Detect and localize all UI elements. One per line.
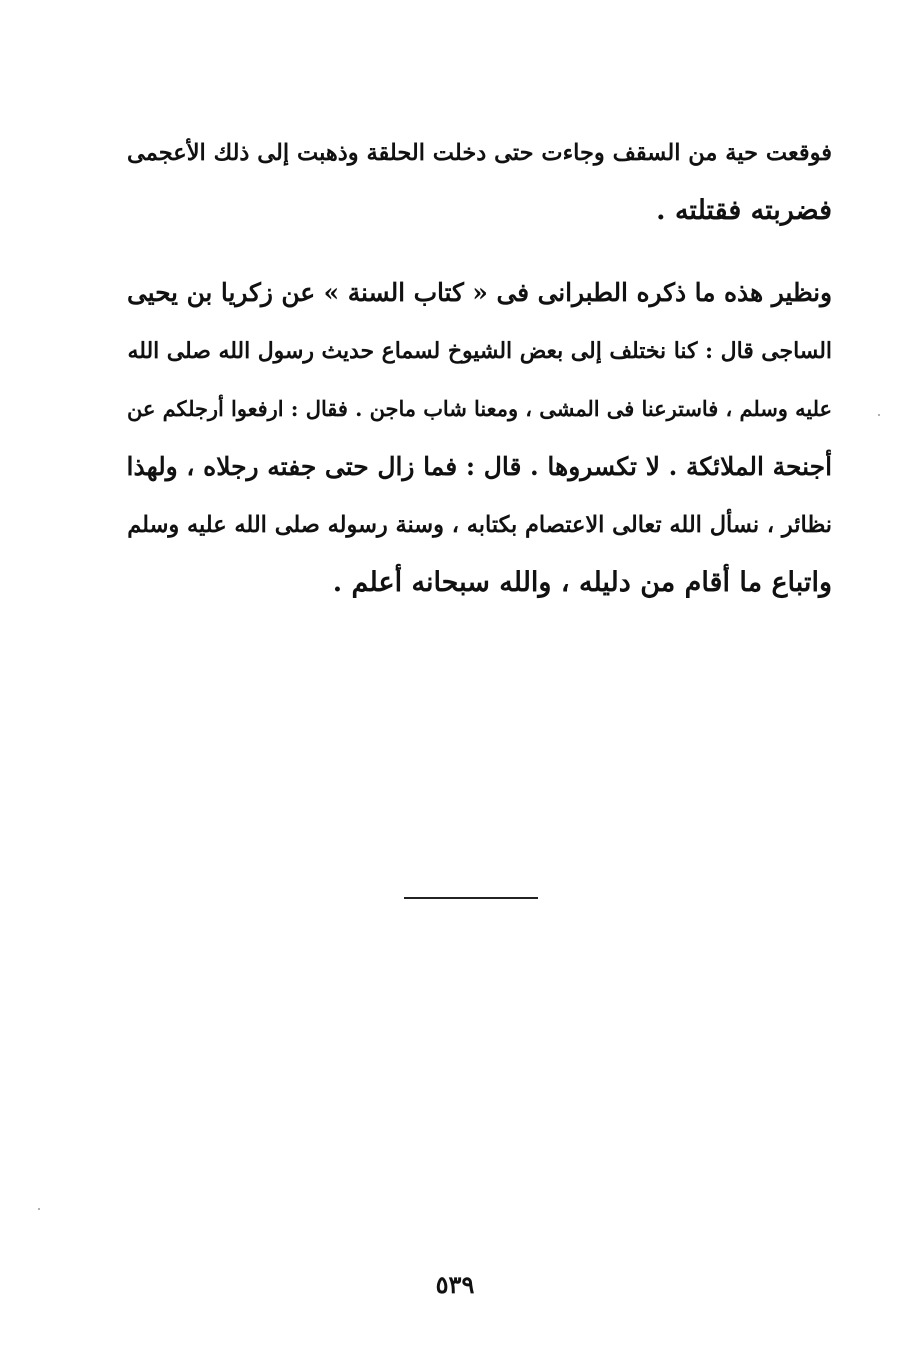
paragraph-line: نظائر ، نسأل الله تعالى الاعتصام بكتابه ، وسنة رسوله صلى الله عليه وسلم xyxy=(127,512,832,538)
paragraph-line: فضربته فقتلته . xyxy=(656,195,832,226)
paragraph-line: واتباع ما أقام من دليله ، والله سبحانه أعلم . xyxy=(332,567,832,598)
page-number: ٥٣٩ xyxy=(435,1270,475,1299)
scan-speck xyxy=(38,1208,40,1210)
paragraph-line: عليه وسلم ، فاسترعنا فى المشى ، ومعنا شاب ماجن . فقال : ارفعوا أرجلكم عن xyxy=(127,396,832,421)
paragraph-2 xyxy=(112,264,832,612)
scan-speck xyxy=(878,414,880,416)
paragraph-line: الساجى قال : كنا نختلف إلى بعض الشيوخ لسماع حديث رسول الله صلى الله xyxy=(127,338,832,364)
paragraph-1 xyxy=(112,124,832,240)
paragraph-line: ونظير هذه ما ذكره الطبرانى فى « كتاب السنة » عن زكريا بن يحيى xyxy=(126,278,832,307)
paragraph-line: أجنحة الملائكة . لا تكسروها . قال : فما زال حتى جفته رجلاه ، ولهذا xyxy=(126,452,832,481)
section-divider xyxy=(404,897,538,899)
paragraph-line: فوقعت حية من السقف وجاءت حتى دخلت الحلقة وذهبت إلى ذلك الأعجمى xyxy=(126,140,832,166)
